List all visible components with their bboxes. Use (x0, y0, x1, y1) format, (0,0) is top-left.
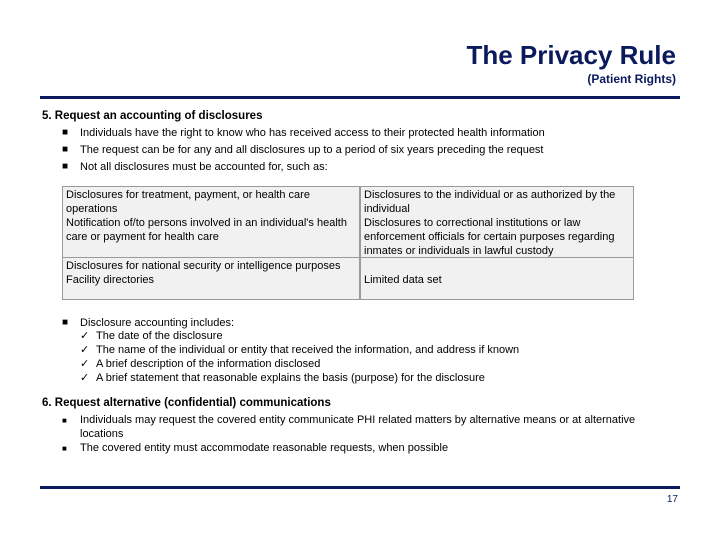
checkmark-icon: ✓ (80, 372, 90, 384)
list-item: ✓ The date of the disclosure (80, 330, 223, 342)
table-cell: Limited data set (360, 257, 634, 300)
exempt-disclosures-table (62, 186, 634, 300)
section6-heading: 6. Request alternative (confidential) communications (42, 397, 331, 409)
checkmark-icon: ✓ (80, 330, 90, 342)
list-item: ■ Disclosure accounting includes: (62, 317, 235, 329)
table-cell: Disclosures to the individual or as authorized by the individual Disclosures to correctional institutions or law enforcement officials for certain purposes regarding inmates or individuals in lawful custody (360, 186, 634, 258)
list-item: ■ Individuals may request the covered entity communicate PHI related matters by alternative means or at alternative locations (62, 414, 636, 440)
section6-bullets (62, 413, 662, 455)
page-number: 17 (666, 494, 678, 505)
slide-title: The Privacy Rule (466, 40, 676, 70)
slide-subtitle: (Patient Rights) (587, 72, 676, 86)
list-item: ■ The covered entity must accommodate reasonable requests, when possible (62, 442, 449, 454)
checkmark-icon: ✓ (80, 344, 90, 356)
list-item: ✓ The name of the individual or entity that received the information, and address if known (80, 344, 520, 356)
list-item: ■ Not all disclosures must be accounted for, such as: (62, 161, 328, 173)
table-cell: Disclosures for treatment, payment, or health care operations Notification of/to persons involved in an individual's health care or payment for health care (62, 186, 360, 258)
list-item: ■ Individuals have the right to know who has received access to their protected health information (62, 127, 545, 139)
footer-divider (40, 486, 680, 489)
section5-bullets (62, 126, 662, 177)
square-bullet-icon: ■ (62, 127, 69, 138)
table-cell: Disclosures for national security or intelligence purposes Facility directories (62, 257, 360, 300)
header-divider (40, 96, 680, 99)
list-item: ✓ A brief statement that reasonable explains the basis (purpose) for the disclosure (80, 372, 485, 384)
section5-heading: 5. Request an accounting of disclosures (42, 110, 263, 122)
checkmark-icon: ✓ (80, 358, 90, 370)
list-item: ✓ A brief description of the information disclosed (80, 358, 321, 370)
accounting-checklist (80, 329, 620, 385)
square-bullet-icon: ■ (62, 317, 69, 328)
square-bullet-icon: ■ (62, 161, 69, 172)
square-bullet-icon: ■ (62, 144, 69, 155)
list-item: ■ The request can be for any and all disclosures up to a period of six years preceding the request (62, 144, 544, 156)
square-bullet-icon: ■ (62, 444, 67, 453)
square-bullet-icon: ■ (62, 416, 67, 425)
